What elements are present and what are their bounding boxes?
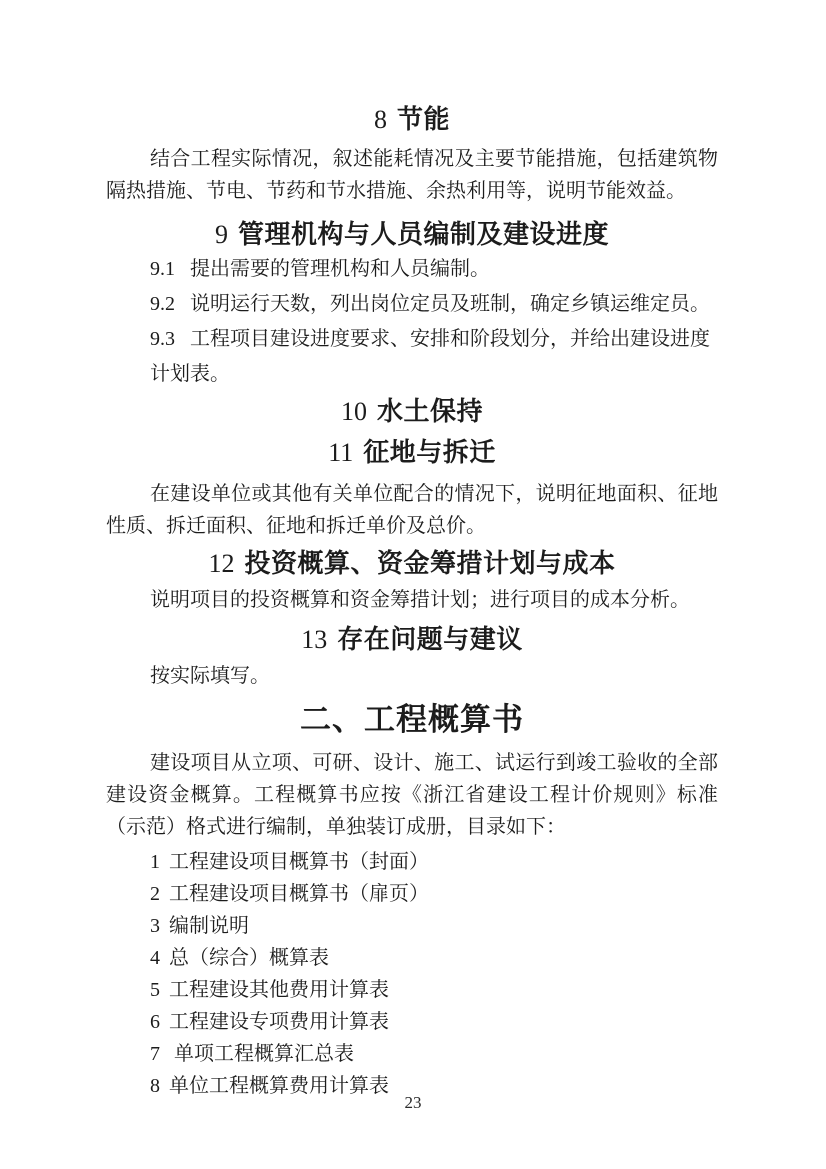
heading-number: 13 (301, 625, 328, 654)
clause-text: 说明运行天数，列出岗位定员及班制，确定乡镇运维定员。 (190, 293, 710, 315)
catalog-number: 4 (150, 947, 160, 969)
catalog-item-7 (150, 1038, 718, 1070)
clause-9-3 (150, 322, 718, 392)
section-heading-13-issues (106, 622, 718, 657)
catalog-text: 单项工程概算汇总表 (169, 1043, 354, 1065)
heading-number: 12 (208, 549, 235, 578)
heading-title: 投资概算、资金筹措计划与成本 (244, 548, 616, 578)
catalog-number: 3 (150, 915, 160, 937)
section-heading-8-energy (106, 102, 718, 137)
part-2-title: 二、工程概算书 (300, 702, 524, 737)
catalog-number: 2 (150, 883, 160, 905)
paragraph-energy: 结合工程实际情况，叙述能耗情况及主要节能措施，包括建筑物隔热措施、节电、节药和节水措施、余热利用等，说明节能效益。 (106, 148, 718, 202)
catalog-text: 编制说明 (169, 915, 249, 937)
paragraph-investment: 说明项目的投资概算和资金筹措计划；进行项目的成本分析。 (150, 589, 690, 611)
clause-number: 9.3 (150, 328, 175, 350)
clause-text: 提出需要的管理机构和人员编制。 (190, 258, 490, 280)
page-content (106, 0, 718, 1102)
catalog-text: 工程建设项目概算书（封面） (169, 851, 429, 873)
catalog-text: 总（综合）概算表 (169, 947, 329, 969)
heading-number: 8 (373, 105, 387, 134)
heading-title: 征地与拆迁 (363, 437, 496, 467)
catalog-number: 6 (150, 1011, 160, 1033)
paragraph-fill-in: 按实际填写。 (150, 665, 270, 687)
section-heading-12-investment (106, 546, 718, 581)
heading-number: 9 (214, 220, 228, 249)
catalog-item-2 (150, 878, 718, 910)
page-number: 23 (404, 1093, 422, 1112)
catalog-number: 8 (150, 1075, 160, 1097)
catalog-item-5 (150, 974, 718, 1006)
clause-number: 9.1 (150, 258, 175, 280)
heading-title: 管理机构与人员编制及建设进度 (237, 219, 609, 249)
catalog-number: 1 (150, 851, 160, 873)
catalog-item-3 (150, 910, 718, 942)
section-heading-11-land (106, 435, 718, 470)
clause-text: 工程项目建设进度要求、安排和阶段划分，并给出建设进度计划表。 (150, 328, 710, 385)
catalog-text: 工程建设专项费用计算表 (169, 1011, 389, 1033)
heading-title: 水土保持 (376, 396, 483, 426)
catalog-number: 5 (150, 979, 160, 1001)
clause-9-1 (150, 252, 718, 287)
section-heading-9-management (106, 217, 718, 252)
clause-9-2 (150, 287, 718, 322)
catalog-text: 单位工程概算费用计算表 (169, 1075, 389, 1097)
heading-number: 11 (328, 438, 354, 467)
paragraph-land: 在建设单位或其他有关单位配合的情况下，说明征地面积、征地性质、拆迁面积、征地和拆迁单价及总价。 (106, 483, 718, 537)
catalog-item-1 (150, 846, 718, 878)
catalog-text: 工程建设项目概算书（扉页） (169, 883, 429, 905)
heading-title: 存在问题与建议 (337, 624, 523, 654)
section-heading-10-soil-water (106, 394, 718, 429)
catalog-text: 工程建设其他费用计算表 (169, 979, 389, 1001)
heading-number: 10 (340, 397, 367, 426)
catalog-item-6 (150, 1006, 718, 1038)
catalog-item-4 (150, 942, 718, 974)
paragraph-budget-intro: 建设项目从立项、可研、设计、施工、试运行到竣工验收的全部建设资金概算。工程概算书应按《浙江省建设工程计价规则》标准（示范）格式进行编制，单独装订成册，目录如下： (106, 752, 718, 838)
catalog-number: 7 (150, 1043, 160, 1065)
clause-number: 9.2 (150, 293, 175, 315)
heading-title: 节能 (396, 104, 450, 134)
